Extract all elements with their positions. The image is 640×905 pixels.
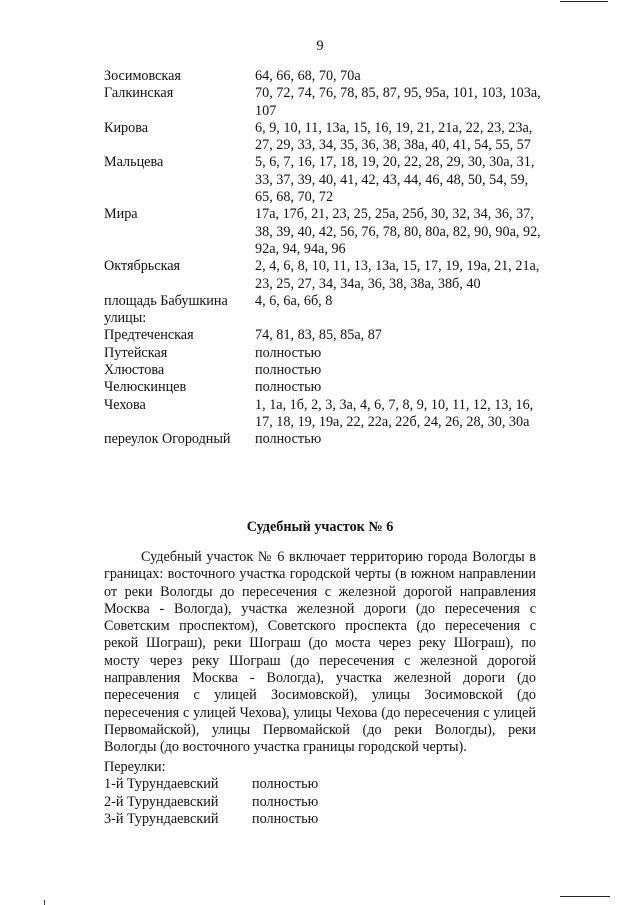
house-numbers: 5, 6, 7, 16, 17, 18, 19, 20, 22, 28, 29, 30, 30а, 31, 33, 37, 39, 40, 41, 42, 43, 44, 46, 48, 50, 54, 59, 65, 68, 70, 72	[255, 154, 535, 206]
table-row	[104, 397, 544, 432]
lanes-heading: Переулки:	[104, 759, 166, 775]
street-name: Мальцева	[104, 154, 164, 171]
house-numbers: 70, 72, 74, 76, 78, 85, 87, 95, 95а, 101, 103, 103а, 107	[255, 85, 541, 119]
table-row	[104, 362, 544, 379]
street-name: Кирова	[104, 119, 149, 136]
house-numbers: 2, 4, 6, 8, 10, 11, 13, 13а, 15, 17, 19, 19а, 21, 21а, 23, 25, 27, 34, 34а, 36, 38, 38а, 38б, 40	[255, 258, 540, 292]
house-numbers: 74, 81, 83, 85, 85а, 87	[255, 327, 382, 344]
street-name: Предтеченская	[104, 327, 194, 344]
table-row	[104, 327, 544, 344]
street-name: Чехова	[104, 396, 146, 413]
lane-coverage: полностью	[252, 793, 319, 810]
house-numbers: полностью	[255, 379, 322, 396]
street-name: Путейская	[104, 344, 168, 361]
section-title: Судебный участок № 6	[246, 519, 394, 535]
table-row	[104, 293, 544, 310]
house-numbers: 4, 6, 6а, 6б, 8	[255, 292, 333, 309]
house-numbers: 1, 1а, 1б, 2, 3, 3а, 4, 6, 7, 8, 9, 10, 11, 12, 13, 16, 17, 18, 19, 19а, 22, 22а, 22б, 24, 26, 28, 30, 30а	[255, 396, 534, 430]
house-numbers: полностью	[255, 344, 322, 361]
house-numbers: 6, 9, 10, 11, 13а, 15, 16, 19, 21, 21а, 22, 23, 23а, 27, 29, 33, 34, 35, 36, 38, 38а, 40, 41, 54, 55, 57	[255, 119, 533, 154]
streets-subheading: улицы:	[104, 310, 147, 327]
street-name: Хлюстова	[104, 362, 165, 379]
table-row	[104, 310, 544, 327]
lane-name: 3-й Турундаевский	[104, 810, 219, 827]
table-row	[104, 379, 544, 396]
table-row	[104, 206, 544, 258]
street-name: переулок Огородный	[104, 431, 231, 448]
list-item	[104, 811, 544, 828]
table-row	[104, 85, 544, 120]
page-number: 9	[316, 38, 324, 54]
street-name: Зосимовская	[104, 68, 181, 84]
lane-coverage: полностью	[252, 776, 319, 793]
scan-edge-dot	[44, 900, 45, 905]
table-row	[104, 68, 544, 85]
lane-name: 2-й Турундаевский	[104, 793, 219, 810]
list-item	[104, 776, 544, 793]
house-numbers: 64, 66, 68, 70, 70а	[255, 68, 361, 84]
table-row	[104, 154, 544, 206]
house-numbers: полностью	[255, 431, 322, 448]
list-item	[104, 794, 544, 811]
table-row	[104, 120, 544, 155]
table-row	[104, 431, 544, 448]
street-table	[104, 68, 544, 449]
street-name: Октябрьская	[104, 258, 181, 275]
street-name: Галкинская	[104, 85, 174, 102]
lane-coverage: полностью	[252, 810, 319, 827]
scan-edge-mark-bottom	[560, 896, 610, 897]
scan-edge-mark-top	[560, 1, 608, 2]
house-numbers: полностью	[255, 362, 322, 379]
street-name: Мира	[104, 206, 138, 223]
street-name: площадь Бабушкина	[104, 292, 228, 309]
house-numbers: 17а, 17б, 21, 23, 25, 25а, 25б, 30, 32, 34, 36, 37, 38, 39, 40, 42, 56, 76, 78, 80, 80а, 82, 90, 90а, 92, 92а, 94, 94а, 96	[255, 206, 541, 257]
table-row	[104, 345, 544, 362]
table-row	[104, 258, 544, 293]
section-description: Судебный участок № 6 включает территорию города Вологды в границах: восточного участка городской черты (в южном направлении от реки Вологды до пересечения с железной дорогой направления Москва - Вологда), участка железной дороги (до пересечения с Советским проспектом), Советского проспекта (до пересечения с рекой Шограш), реки Шограш (до моста через реку Шограш), по мосту через реку Шограш (до пересечения с железной дорогой направления Москва - Вологда), участка железной дороги (до пересечения с улицей Зосимовской), улицы Зосимовской (до пересечения с улицей Чехова), улицы Чехова (до пересечения с улицей Первомайской), улицы Первомайской (до реки Вологды), реки Вологды (до восточного участка границы городской черты).	[104, 549, 536, 756]
lane-name: 1-й Турундаевский	[104, 776, 219, 793]
street-name: Челюскинцев	[104, 379, 187, 396]
lanes-list	[104, 759, 544, 828]
